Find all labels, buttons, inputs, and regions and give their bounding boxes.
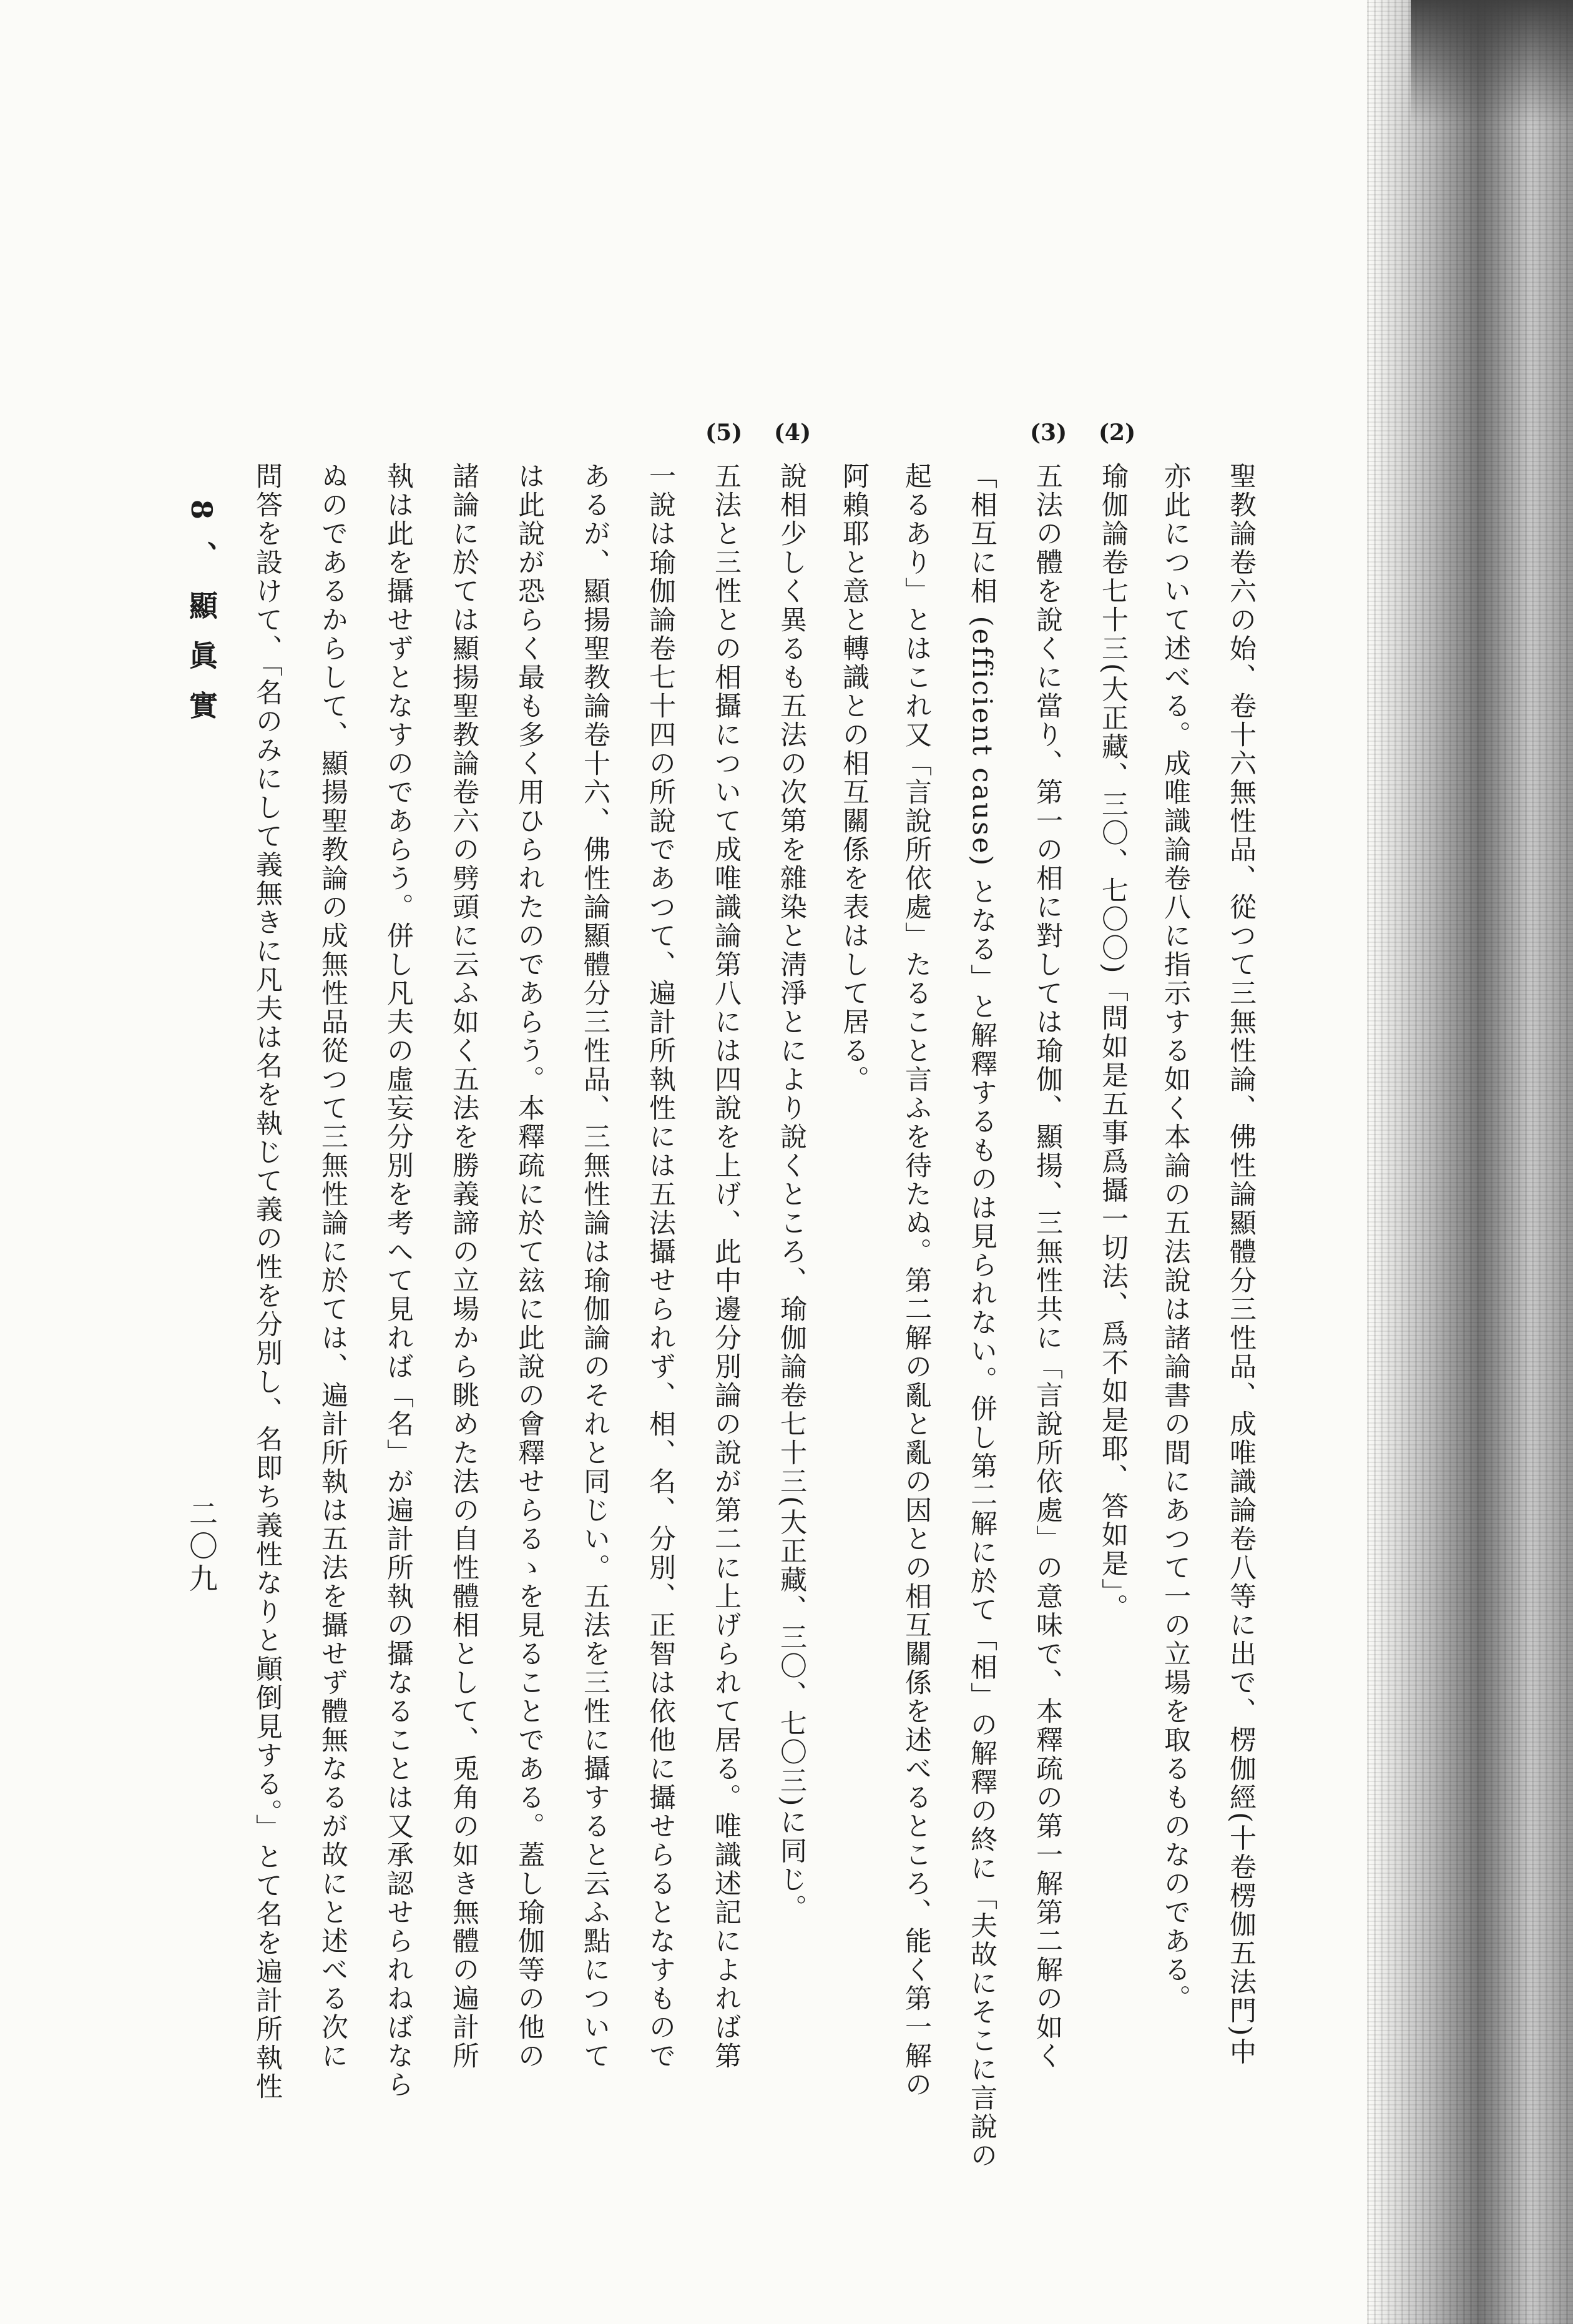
text-line: 「相互に相 (efficient cause) となる」と解釋するものは見られない。併し第二解に於て「相」の解釋の終に「夫故にそこに言說の [966, 462, 997, 2170]
text-line: は此說が恐らく最も多く用ひられたのであらう。本釋疏に於て玆に此說の會釋せらるゝを見ることである。蓋し瑜伽等の他の [514, 462, 545, 2070]
text-line: 一說は瑜伽論卷七十四の所說であつて、遍計所執性には五法攝せられず、相、名、分別、正智は依他に攝せらるとなすもので [645, 462, 676, 2070]
text-line: 五法の體を說くに當り、第一の相に對しては瑜伽、顯揚、三無性共に「言說所依處」の意味で、本釋疏の第一解第二解の如く [1032, 462, 1063, 2070]
text-line: 起るあり」とはこれ又「言說所依處」たること言ふを待たぬ。第二解の亂と亂の因との相互關係を述べるところ、能く第一解の [901, 462, 932, 2099]
text-line: 聖教論卷六の始、卷十六無性品、從つて三無性論、佛性論顯體分三性品、成唯識論卷八等に出で、楞伽經(十卷楞伽五法門)中 [1225, 462, 1257, 2067]
note-number-2: (2) [1099, 420, 1136, 446]
text-line: 亦此について述べる。成唯識論卷八に指示する如く本論の五法說は諸論書の間にあつて一の立場を取るものなのである。 [1160, 462, 1191, 2013]
text-line: 五法と三性との相攝について成唯識論第八には四說を上げ、此中邊分別論の說が第二に上げられて居る。唯識述記によれば第 [710, 462, 742, 2070]
text-line: 瑜伽論卷七十三(大正藏、三〇、七〇〇)「問如是五事爲攝一切法、爲不如是耶、答如是」。 [1097, 462, 1129, 1623]
text-line: あるが、顯揚聖教論卷十六、佛性論顯體分三性品、三無性論は瑜伽論のそれと同じい。五法を三性に攝すると云ふ點について [579, 462, 610, 2070]
text-line: 問答を設けて、「名のみにして義無きに凡夫は名を執じて義の性を分別し、名即ち義性なりと顚倒見する。」とて名を遍計所執性 [252, 462, 283, 2101]
note-number-4: (4) [774, 420, 811, 446]
scan-edge-shadow [1367, 0, 1573, 2324]
note-number-3: (3) [1030, 420, 1067, 446]
text-line: 阿賴耶と意と轉識との相互關係を表はして居る。 [838, 462, 870, 1094]
page-number: 二〇九 [185, 1499, 218, 1596]
scan-edge-top-shadow [1411, 0, 1573, 125]
section-title: 8、顯眞實 [185, 500, 218, 741]
text-line: 執は此を攝せずとなすのであらう。併し凡夫の虛妄分別を考へて見れば「名」が遍計所執の攝なることは又承認せられねばなら [383, 462, 414, 2099]
note-number-5: (5) [705, 420, 743, 446]
text-line: 說相少しく異るも五法の次第を雜染と淸淨とにより說くところ、瑜伽論卷七十三(大正藏、三〇、七〇三)に同じ。 [776, 462, 807, 1923]
text-line: ぬのであるからして、顯揚聖教論の成無性品從つて三無性論に於ては、遍計所執は五法を攝せず體無なるが故にと述べる次に [317, 462, 348, 2070]
text-line: 諸論に於ては顯揚聖教論卷六の劈頭に云ふ如く五法を勝義諦の立場から眺めた法の自性體相として、兎角の如き無體の遍計所 [448, 462, 479, 2070]
